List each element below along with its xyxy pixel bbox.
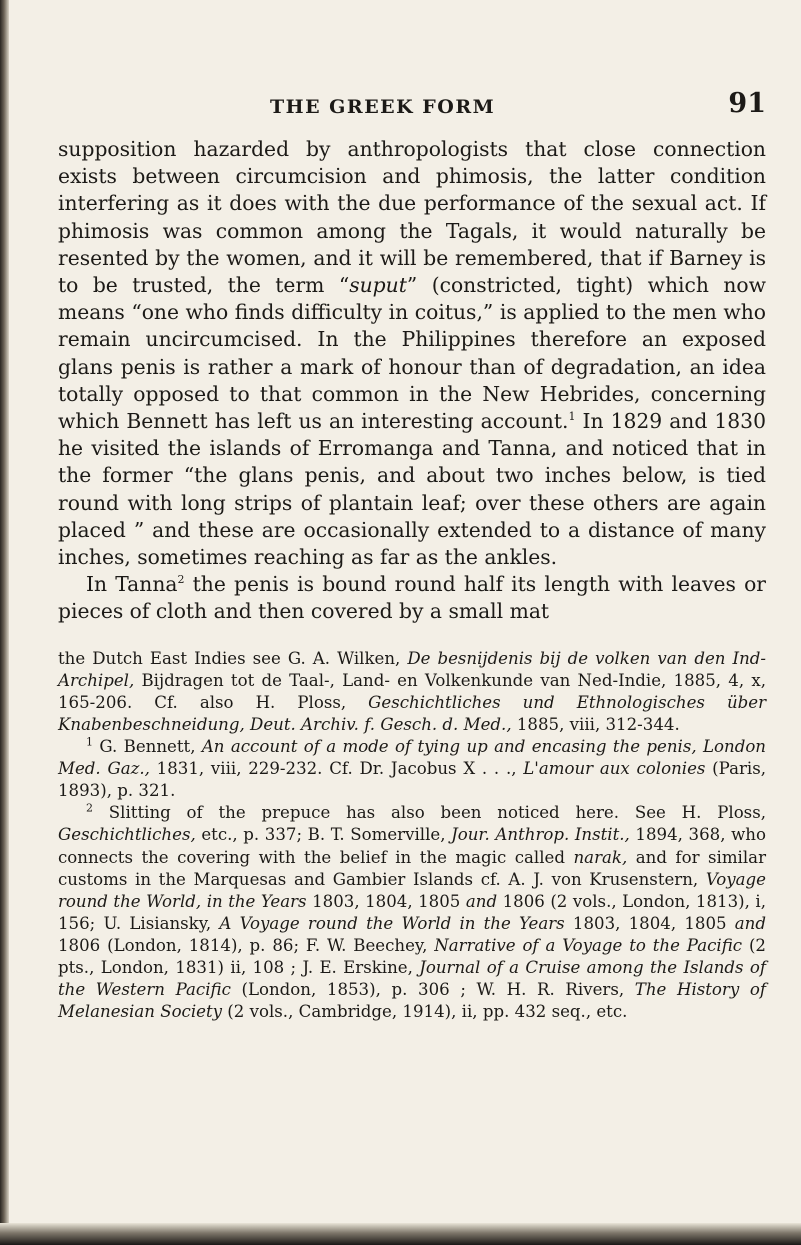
page-edge-shadow-left	[0, 0, 9, 1245]
body-paragraph-1: supposition hazarded by anthropologists that close connection exists between circumcision and phimosis, the latter condition interfering as it does with the due performance of the sexual act. If phimosis was common among the Tagals, it would naturally be resented by the women, and it will be remembered, that if Barney is to be trusted, the term “suput” (constricted, tight) which now means “one who finds difficulty in coitus,” is applied to the men who remain uncircumcised. In the Philippines therefore an exposed glans penis is rather a mark of honour than of degradation, an idea totally opposed to that common in the New Hebrides, concerning which Bennett has left us an interesting account.$^1$ In 1829 and 1830 he visited the islands of Erromanga and Tanna, and noticed that in the former “the glans penis, and about two inches below, is tied round with long strips of plantain leaf; over these others are again placed ” and these are occasionally extended to a distance of many inches, sometimes reaching as far as the ankles.	[58, 137, 767, 570]
footnotes	[58, 648, 766, 1024]
page-header	[58, 88, 766, 126]
footnote-1: $^1$ G. Bennett, An account of a mode of tying up and encasing the penis, London Med. Gaz., 1831, viii, 229-232. Cf. Dr. Jacobus X . . ., L'amour aux colonies (Paris, 1893), p. 321.	[58, 735, 766, 801]
footnote-2: $^2$ Slitting of the prepuce has also been noticed here. See H. Ploss, Geschichtliches, etc., p. 337; B. T. Somerville, Jour. Anthrop. Instit., 1894, 368, who connects the covering with the belief in the magic called narak, and for similar customs in the Marquesas and Gambier Islands cf. A. J. von Krusenstern, Voyage round the World, in the Years 1803, 1804, 1805 and 1806 (2 vols., London, 1813), i, 156; U. Lisiansky, A Voyage round the World in the Years 1803, 1804, 1805 and 1806 (London, 1814), p. 86; F. W. Beechey, Narrative of a Voyage to the Pacific (2 pts., London, 1831) ii, 108 ; J. E. Erskine, Journal of a Cruise among the Islands of the Western Pacific (London, 1853), p. 306 ; W. H. R. Rivers, The History of Melanesian Society (2 vols., Cambridge, 1914), ii, pp. 432 seq., etc.	[58, 801, 767, 1022]
running-head: THE GREEK FORM	[270, 96, 496, 118]
footnote-ref-1: 1	[568, 410, 576, 424]
page-edge-shadow-bottom	[0, 1223, 801, 1245]
book-page	[58, 88, 766, 1023]
footnote-1-mark: 1	[86, 735, 93, 749]
body-paragraph-2: In Tanna$^2$ the penis is bound round half its length with leaves or pieces of cloth and then covered by a small mat	[58, 572, 766, 624]
footnote-2-mark: 2	[86, 801, 93, 815]
footnote-ref-2: 2	[177, 573, 185, 587]
page-number: 91	[728, 88, 766, 119]
main-text	[58, 136, 766, 626]
footnote-continued: the Dutch East Indies see G. A. Wilken, De besnijdenis bij de volken van den Ind-Archipel, Bijdragen tot de Taal-, Land- en Volkenkunde van Ned-Indie, 1885, 4, x, 165-206. Cf. also H. Ploss, Geschichtliches und Ethnologisches über Knabenbeschneidung, Deut. Archiv. f. Gesch. d. Med., 1885, viii, 312-344.	[58, 648, 767, 734]
